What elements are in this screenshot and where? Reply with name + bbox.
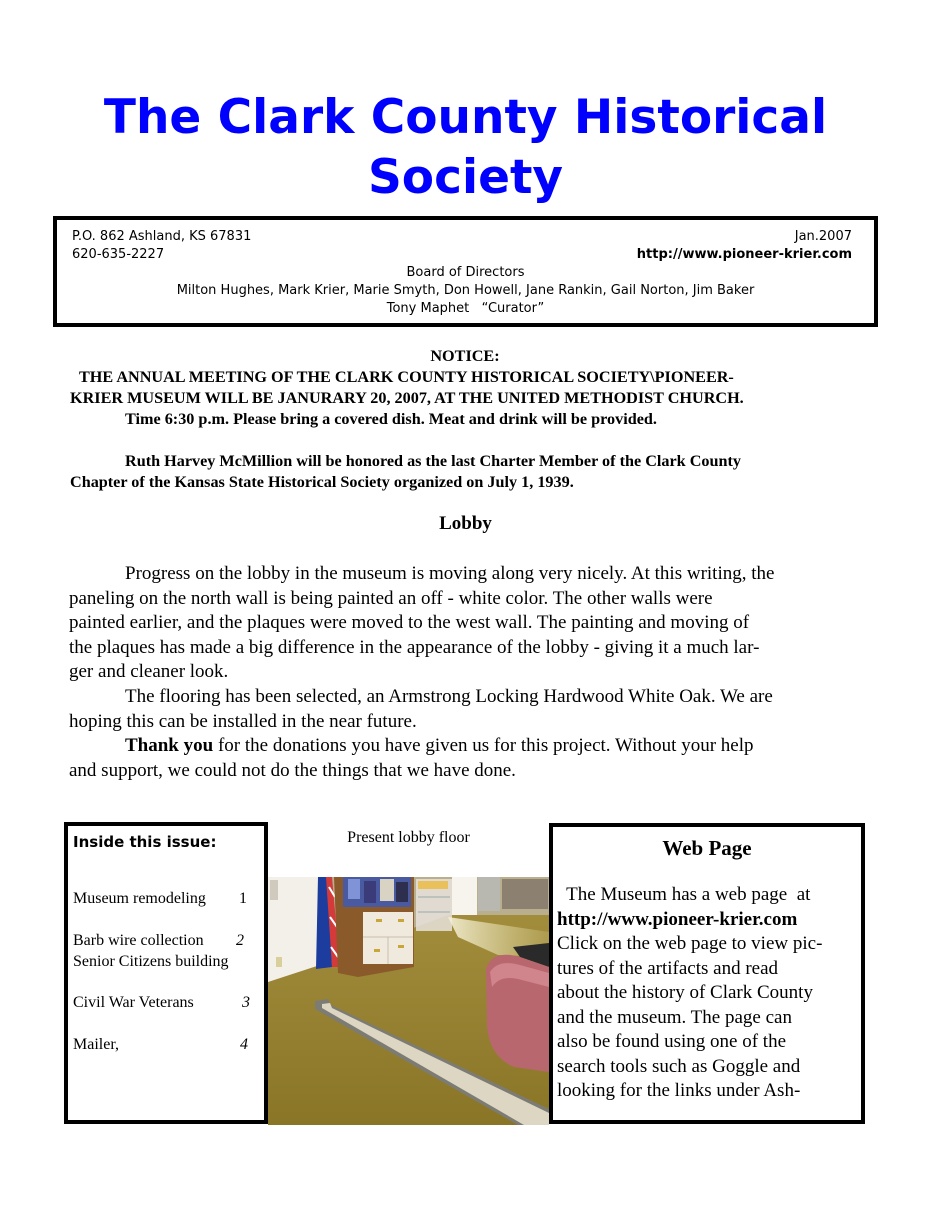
web-line: and the museum. The page can [557,1006,792,1028]
title-line-1: The Clark County Historical [103,90,828,145]
web-line: about the history of Clark County [557,982,813,1003]
article-line: Progress on the lobby in the museum is moving along very nicely. At this writing, the [125,563,775,584]
web-page-title: Web Page [662,836,752,860]
notice-line-2: KRIER MUSEUM WILL BE JANURARY 20, 2007, AT THE UNITED METHODIST CHURCH. [70,389,744,407]
honor-line-1: Ruth Harvey McMillion will be honored as the last Charter Member of the Clark County [125,452,741,470]
newsletter-title [0,88,931,208]
toc-item-label: Barb wire collection [73,932,204,949]
web-page-body [557,883,857,1104]
honor-line-2: Chapter of the Kansas State Historical Society organized on July 1, 1939. [70,473,574,491]
title-line-2: Society [367,150,564,205]
lobby-article [69,562,869,783]
web-page-box [549,823,865,1124]
masthead-box [53,216,878,327]
article-line: ger and cleaner look. [69,661,229,683]
article-line: and support, we could not do the things that we have done. [69,759,516,781]
toc-item[interactable] [73,992,259,1013]
photo-caption: Present lobby floor [347,829,470,846]
toc-item[interactable] [73,951,259,972]
web-line: looking for the links under Ash- [557,1080,801,1101]
notice-heading: NOTICE: [430,347,500,365]
toc-item-label: Museum remodeling [73,890,206,907]
toc-item-page: 1 [239,890,247,907]
board-label: Board of Directors [406,265,525,280]
article-line: paneling on the north wall is being painted an off - white color. The other walls were [69,587,713,609]
toc-item[interactable] [73,888,259,909]
notice-line-3: Time 6:30 p.m. Please bring a covered dish. Meat and drink will be provided. [125,410,657,428]
web-line: tures of the artifacts and read [557,957,779,979]
board-members: Milton Hughes, Mark Krier, Marie Smyth, Don Howell, Jane Rankin, Gail Norton, Jim Baker [176,283,755,298]
notice-line-1: THE ANNUAL MEETING OF THE CLARK COUNTY HISTORICAL SOCIETY\PIONEER- [79,368,734,386]
web-line: Click on the web page to view pic- [557,933,823,954]
toc-item-page: 4 [240,1036,248,1053]
article-line [69,734,869,759]
web-line: The Museum has a web page at [557,884,811,905]
article-line: the plaques has made a big difference in the appearance of the lobby - giving it a much lar- [69,636,760,658]
lobby-floor-photo [268,877,549,1125]
website-link[interactable]: http://www.pioneer-krier.com [636,247,852,262]
toc-item[interactable] [73,1034,259,1055]
inside-this-issue-box [64,822,268,1124]
lobby-photo-illustration [268,877,549,1125]
toc-item-page: 3 [242,994,250,1011]
toc-item-label: Mailer, [73,1036,120,1053]
phone: 620-635-2227 [72,247,165,262]
door-glass [452,877,477,915]
thank-you-bold: Thank you [125,735,214,757]
notice-section [70,346,860,493]
web-line: also be found using one of the [557,1031,787,1052]
article-line: hoping this can be installed in the near future. [69,710,417,732]
toc-item-label: Civil War Veterans [73,994,194,1011]
article-line: The flooring has been selected, an Armstrong Locking Hardwood White Oak. We are [125,685,773,707]
toc-item-label: Senior Citizens building [73,953,229,970]
curator: Tony Maphet “Curator” [386,301,545,316]
toc-item-page: 2 [236,932,244,949]
lobby-heading: Lobby [439,513,492,534]
toc-item[interactable] [73,930,259,951]
toc-title: Inside this issue: [73,833,217,851]
web-line: search tools such as Goggle and [557,1055,801,1077]
web-url-link[interactable]: http://www.pioneer-krier.com [557,908,798,930]
issue-date: Jan.2007 [794,229,852,244]
thank-you-rest: for the donations you have given us for this project. Without your help [213,735,754,757]
address: P.O. 862 Ashland, KS 67831 [72,229,252,244]
article-line: painted earlier, and the plaques were moved to the west wall. The painting and moving of [69,612,750,634]
